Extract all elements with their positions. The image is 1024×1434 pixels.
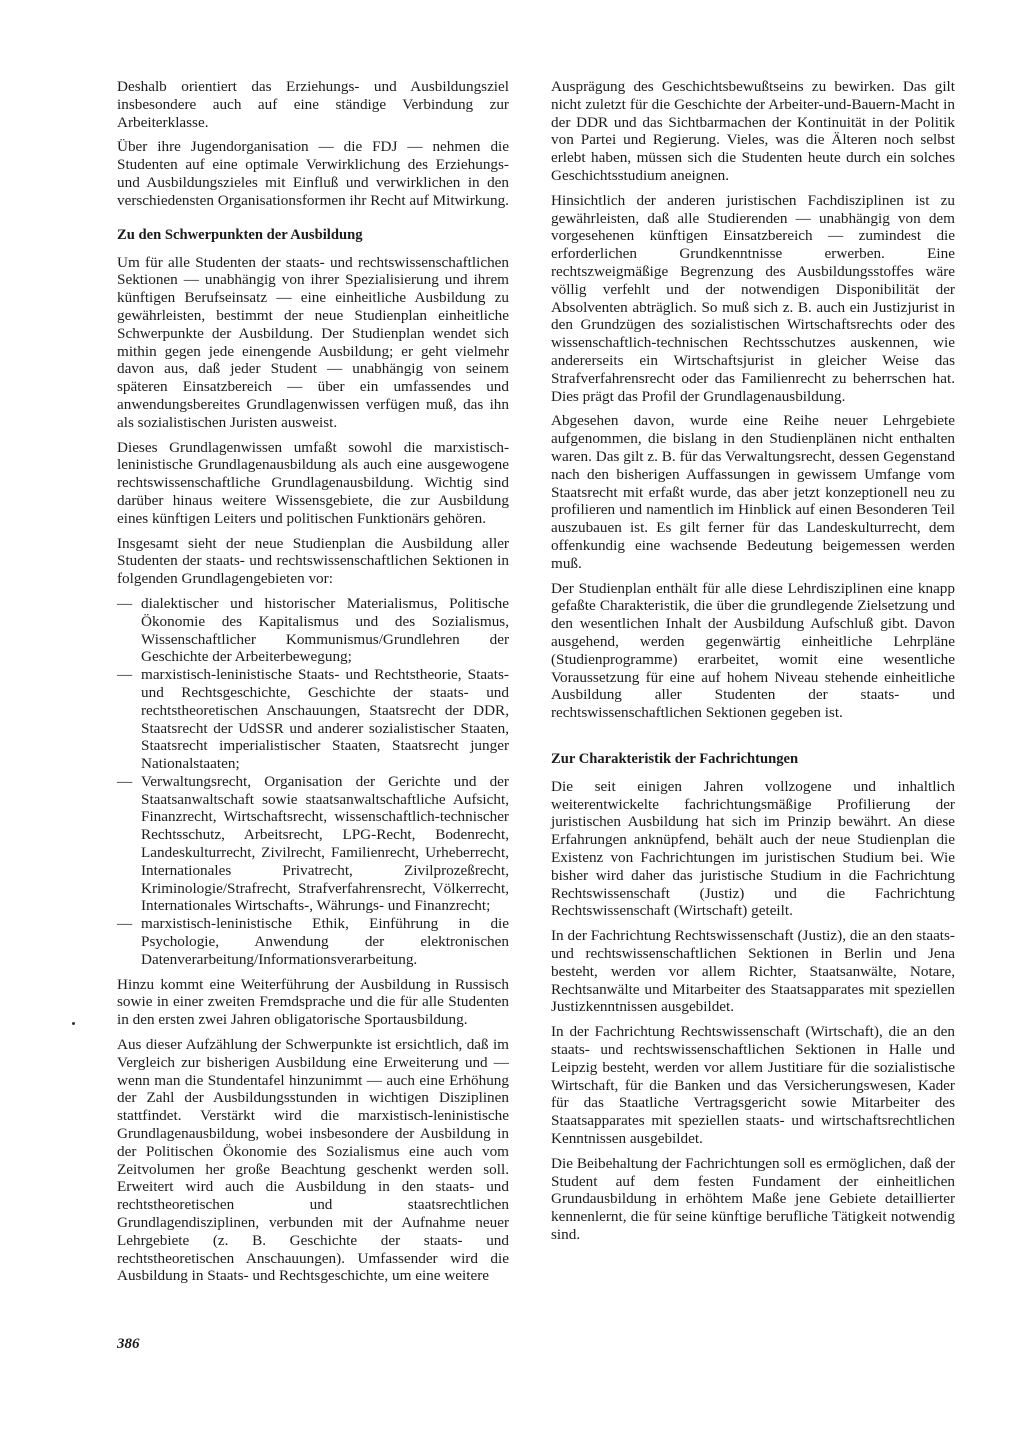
paragraph: Dieses Grundlagenwissen umfaßt sowohl die marxistisch-leninistische Grundlagenausbildung als auch eine ausgewogene rechtswissenschaftliche Grundlagenausbildung. Wichtig sind darüber hinaus weitere Wissensgebiete, die zur Ausbildung eines künftigen Leiters und politischen Funktionärs gehören. — [117, 438, 509, 527]
list-item-text: marxistisch-leninistische Ethik, Einführung in die Psychologie, Anwendung der elektronischen Datenverarbeitung/Informationsverarbeitung. — [141, 915, 509, 968]
left-column — [117, 78, 509, 1292]
paragraph: Um für alle Studenten der staats- und rechtswissenschaftlichen Sektionen — unabhängig von ihrer Spezialisierung und ihrem künftigen Berufseinsatz — eine einheitliche Ausbildung zu gewährleisten, bestimmt der neue Studienplan einheitliche Schwerpunkte der Ausbildung. Der Studienplan wendet sich mithin gegen jede einengende Ausbildung; er geht vielmehr davon aus, daß jeder Student — unabhängig von seinem späteren Einsatzbereich — über ein umfassendes und anwendungsbereites Grundlagenwissen verfügen muß, das ihn als sozialistischen Juristen ausweist. — [117, 253, 509, 431]
page-number: 386 — [117, 1336, 140, 1352]
section-heading: Zu den Schwerpunkten der Ausbildung — [117, 226, 363, 243]
paragraph: Insgesamt sieht der neue Studienplan die Ausbildung aller Studenten der staats- und rechtswissenschaftlichen Sektionen in folgenden Grundlagengebieten vor: — [117, 534, 509, 588]
list-item — [117, 773, 509, 915]
list-item-text: marxistisch-leninistische Staats- und Rechtstheorie, Staats- und Rechtsgeschichte, Geschichte der staats- und rechtstheoretischen Anschauungen, Staatsrecht der DDR, Staatsrecht der UdSSR und anderer sozialistischer Staaten, Staatsrecht imperialistischer Staaten, Staatsrecht junger Nationalstaaten; — [141, 666, 509, 773]
paragraph: Hinsichtlich der anderen juristischen Fachdisziplinen ist zu gewährleisten, daß alle Studierenden — unabhängig von dem vorgesehenen künftigen Einsatzbereich — zumindest die erforderlichen Grundkenntnisse erwerben. Eine rechtszweigmäßige Begrenzung des Ausbildungsstoffes wäre völlig verfehlt und der notwendigen Disponibilität der Absolventen abträglich. So muß sich z. B. auch ein Justizjurist in den Grundzügen des sozialistischen Wirtschaftsrechts oder des wissenschaftlich-technischen Rechtsschutzes auskennen, wie andererseits ein Wirtschaftsjurist in gleicher Weise das Strafverfahrensrecht oder das Familienrecht zu beherrschen hat. Dies prägt das Profil der Grundlagenausbildung. — [551, 191, 955, 405]
paragraph: Über ihre Jugendorganisation — die FDJ — nehmen die Studenten auf eine optimale Verwirklichung des Erziehungs- und Ausbildungszieles mit Einfluß und verwirklichen in den verschiedensten Organisationsformen ihr Recht auf Mitwirkung. — [117, 138, 509, 209]
paragraph: Hinzu kommt eine Weiterführung der Ausbildung in Russisch sowie in einer zweiten Fremdsprache und die für alle Studenten in den ersten zwei Jahren obligatorische Sportausbildung. — [117, 975, 509, 1029]
scan-speck — [72, 1022, 75, 1025]
section-heading: Zur Charakteristik der Fachrichtungen — [551, 750, 799, 767]
paragraph: Ausprägung des Geschichtsbewußtseins zu bewirken. Das gilt nicht zuletzt für die Geschichte der Arbeiter-und-Bauern-Macht in der DDR und das Sichtbarmachen der Kontinuität in der Politik von Partei und Regierung. Vieles, was die Älteren noch selbst erlebt haben, müssen sich die Studenten heute durch ein solches Geschichtsstudium aneignen. — [551, 78, 955, 184]
dash-marker: — — [117, 666, 133, 684]
paragraph: Die seit einigen Jahren vollzogene und inhaltlich weiterentwickelte fachrichtungsmäßige Profilierung der juristischen Ausbildung hat sich im Prinzip bewährt. An diese Erfahrungen anknüpfend, behält auch der neue Studienplan die Existenz von Fachrichtungen im juristischen Studium bei. Wie bisher wird daher das juristische Studium in die Fachrichtung Rechtswissenschaft (Justiz) und die Fachrichtung Rechtswissenschaft (Wirtschaft) geteilt. — [551, 777, 955, 920]
subject-list — [117, 595, 509, 969]
paragraph: In der Fachrichtung Rechtswissenschaft (Justiz), die an den staats- und rechtswissenschaftlichen Sektionen in Berlin und Jena besteht, werden vor allem Richter, Staatsanwälte, Notare, Rechtsanwälte und Mitarbeiter des Staatsapparates mit speziellen Justizkenntnissen ausgebildet. — [551, 927, 955, 1016]
paragraph: Abgesehen davon, wurde eine Reihe neuer Lehrgebiete aufgenommen, die bislang in den Studienplänen nicht enthalten waren. Das gilt z. B. für das Verwaltungsrecht, dessen Gegenstand nach den bisherigen Auffassungen in gewissem Umfange vom Staatsrecht mit erfaßt wurde, das aber jetzt konzeptionell neu zu profilieren und namentlich im Hinblick auf einen Besonderen Teil auszubauen ist. Es gilt ferner für das Landeskulturrecht, dem offenkundig eine wachsende Bedeutung beigemessen werden muß. — [551, 412, 955, 572]
paragraph: In der Fachrichtung Rechtswissenschaft (Wirtschaft), die an den staats- und rechtswissenschaftlichen Sektionen in Halle und Leipzig besteht, werden vor allem Justitiare für die sozialistische Wirtschaft, für die Banken und das Versicherungswesen, Kader für das Staatliche Vertragsgericht sowie Mitarbeiter des Staatsapparates mit speziellen staats- und wirtschaftsrechtlichen Kenntnissen ausgebildet. — [551, 1023, 955, 1148]
paragraph: Die Beibehaltung der Fachrichtungen soll es ermöglichen, daß der Student auf dem festen Fundament der einheitlichen Grundausbildung in erhöhtem Maße jene Gebiete detaillierter kennenlernt, die für seine künftige berufliche Tätigkeit notwendig sind. — [551, 1154, 955, 1244]
paragraph: Der Studienplan enthält für alle diese Lehrdisziplinen eine knapp gefaßte Charakteristik, die über die grundlegende Zielsetzung und den wesentlichen Inhalt der Ausbildung Aufschluß gibt. Davon ausgehend, werden gegenwärtig einheitliche Lehrpläne (Studienprogramme) erarbeitet, womit eine wesentliche Voraussetzung für eine auf hohem Niveau stehende einheitliche Ausbildung aller Studenten der staats- und rechtswissenschaftlichen Sektionen gegeben ist. — [551, 579, 955, 722]
dash-marker: — — [117, 915, 133, 933]
dash-marker: — — [117, 772, 133, 790]
right-column — [551, 78, 955, 1251]
list-item — [117, 595, 509, 666]
paragraph: Aus dieser Aufzählung der Schwerpunkte ist ersichtlich, daß im Vergleich zur bisherigen Ausbildung eine Erweiterung und — wenn man die Stundentafel hinzunimmt — auch eine Erhöhung der Zahl der Ausbildungsstunden in wichtigen Disziplinen stattfindet. Verstärkt wird die marxistisch-leninistische Grundlagenausbildung, wobei insbesondere der Ausbildung in der Politischen Ökonomie des Sozialismus eine auch vom Zeitvolumen her große Beachtung geschenkt werden soll. Erweitert wird auch die Ausbildung in den staats- und rechtstheoretischen und staatsrechtlichen Grundlagendisziplinen, verbunden mit der Aufnahme neuer Lehrgebiete (z. B. Geschichte der staats- und rechtstheoretischen Anschauungen). Umfassender wird die Ausbildung in Staats- und Rechtsgeschichte, um eine weitere — [117, 1036, 509, 1285]
paragraph: Deshalb orientiert das Erziehungs- und Ausbildungsziel insbesondere auch auf eine ständige Verbindung zur Arbeiterklasse. — [117, 78, 509, 131]
dash-marker: — — [117, 594, 133, 612]
list-item-text: dialektischer und historischer Materialismus, Politische Ökonomie des Kapitalismus und des Sozialismus, Wissenschaftlicher Kommunismus/Grundlehren der Geschichte der Arbeiterbewegung; — [141, 594, 509, 666]
list-item — [117, 915, 509, 968]
list-item-text: Verwaltungsrecht, Organisation der Gerichte und der Staatsanwaltschaft sowie staatsanwaltschaftliche Aufsicht, Finanzrecht, Wirtschaftsrecht, wissenschaftlich-technischer Rechtsschutz, Arbeitsrecht, LPG-Recht, Bodenrecht, Landeskulturrecht, Zivilrecht, Familienrecht, Urheberrecht, Internationales Privatrecht, Zivilprozeßrecht, Kriminologie/Strafrecht, Strafverfahrensrecht, Völkerrecht, Internationales Wirtschafts-, Währungs- und Finanzrecht; — [141, 772, 509, 915]
list-item — [117, 666, 509, 773]
